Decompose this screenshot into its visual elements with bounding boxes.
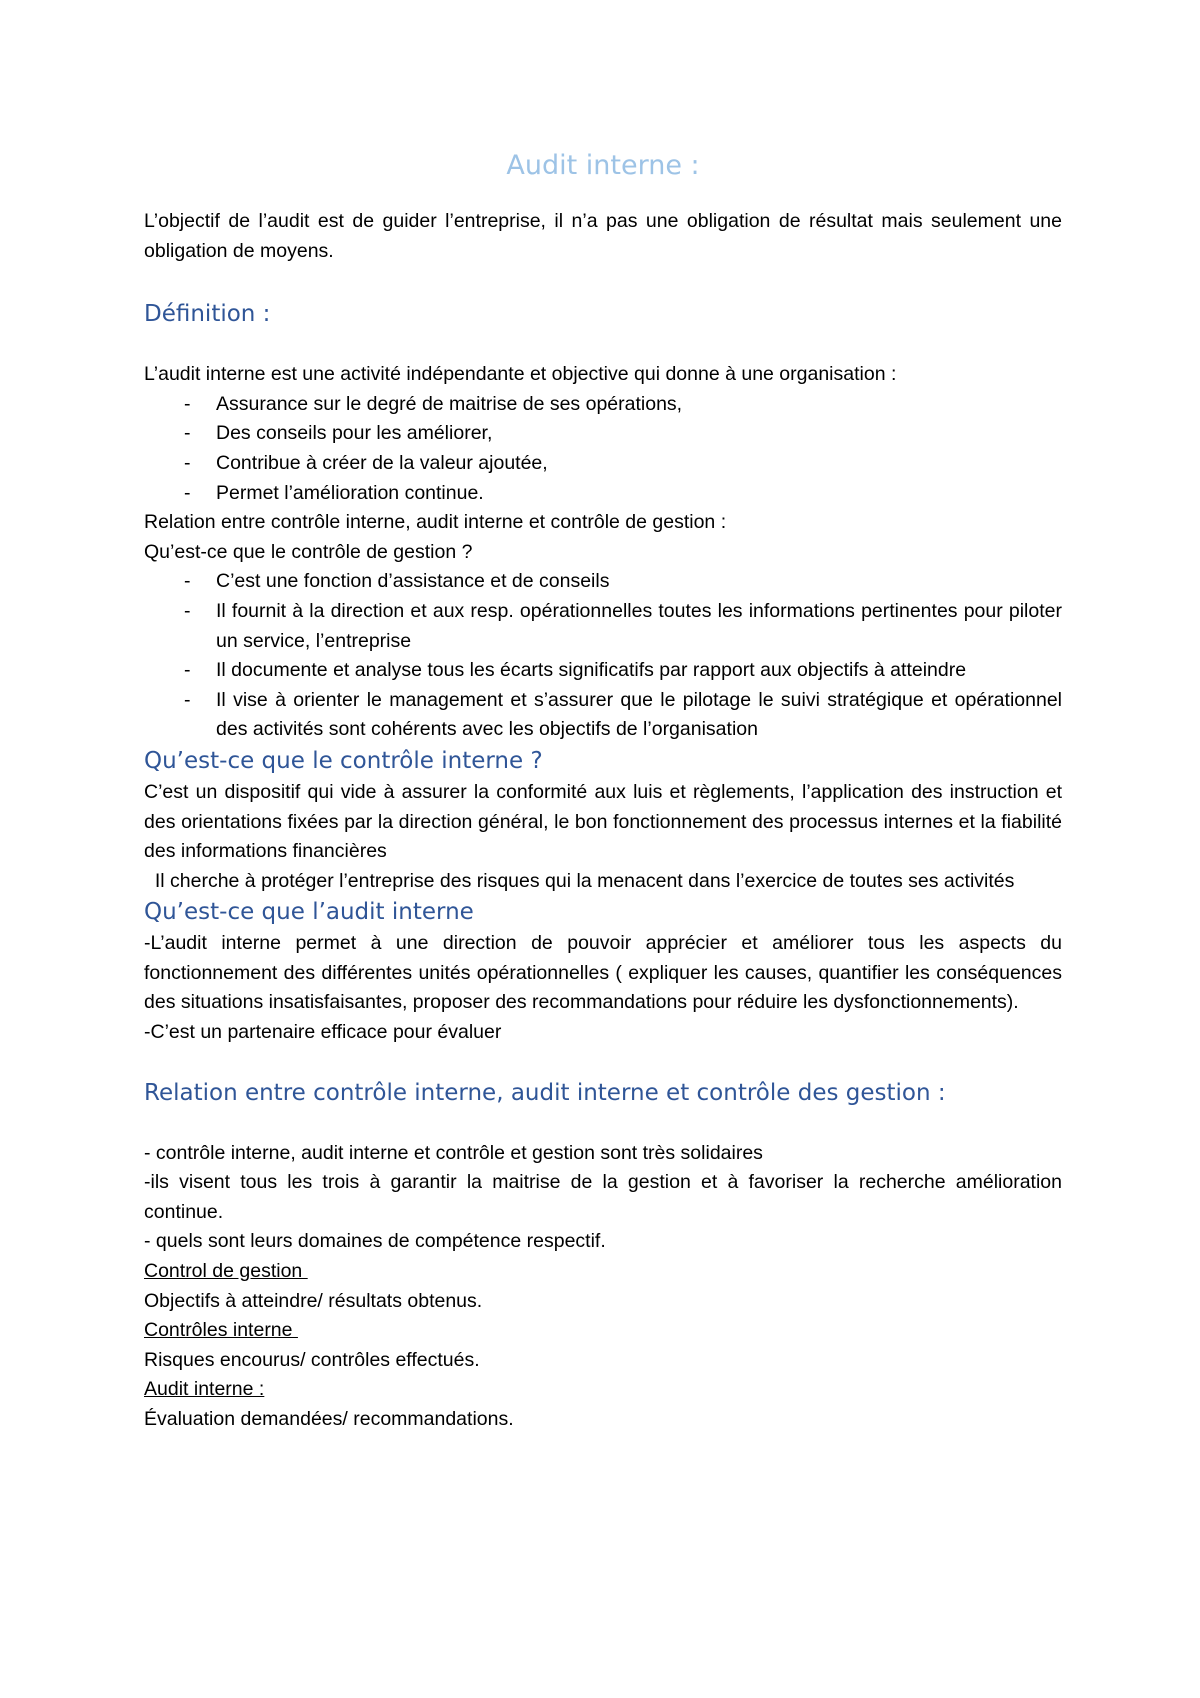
list-item: - Contribue à créer de la valeur ajoutée,	[144, 449, 1062, 479]
list-item: - Assurance sur le degré de maitrise de ses opérations,	[144, 390, 1062, 420]
audit-interne-label: Audit interne :	[144, 1378, 265, 1401]
definition-list	[144, 390, 1062, 508]
controles-interne-label: Contrôles interne	[144, 1319, 298, 1342]
list-item: - Il documente et analyse tous les écarts significatifs par rapport aux objectifs à atteindre	[144, 656, 1062, 686]
audit-interne-text: Évaluation demandées/ recommandations.	[144, 1408, 514, 1430]
controle-gestion-list	[144, 567, 1062, 745]
document-title: Audit interne :	[506, 150, 700, 181]
controle-interne-paragraph-2: Il cherche à protéger l’entreprise des risques qui la menacent dans l’exercice de toutes ses activités	[144, 869, 1015, 892]
audit-interne-heading: Qu’est-ce que l’audit interne	[144, 899, 474, 926]
audit-interne-paragraph-1: -L’audit interne permet à une direction de pouvoir apprécier et améliorer tous les aspects du fonctionnement des différentes unités opérationnelles ( expliquer les causes, quantifier les conséquences des situations insatisfaisantes, proposer des recommandations pour réduire les dysfonctionnements).	[144, 932, 1062, 1014]
document-body	[144, 146, 1062, 1435]
list-item: - C’est une fonction d’assistance et de conseils	[144, 567, 1062, 597]
relation-line-1: - contrôle interne, audit interne et contrôle et gestion sont très solidaires	[144, 1141, 763, 1164]
controle-interne-heading: Qu’est-ce que le contrôle interne ?	[144, 747, 543, 774]
audit-interne-paragraph-2: -C’est un partenaire efficace pour évaluer	[144, 1021, 502, 1044]
controle-gestion-question: Qu’est-ce que le contrôle de gestion ?	[144, 540, 473, 563]
list-item: - Des conseils pour les améliorer,	[144, 419, 1062, 449]
intro-paragraph: L’objectif de l’audit est de guider l’entreprise, il n’a pas une obligation de résultat mais seulement une obligation de moyens.	[144, 210, 1062, 262]
definition-lead: L’audit interne est une activité indépendante et objective qui donne à une organisation :	[144, 363, 897, 386]
controles-interne-text: Risques encourus/ contrôles effectués.	[144, 1348, 480, 1371]
relation-line-2: -ils visent tous les trois à garantir la maitrise de la gestion et à favoriser la recherche amélioration continue.	[144, 1171, 1062, 1223]
list-item: - Il vise à orienter le management et s’assurer que le pilotage le suivi stratégique et opérationnel des activités sont cohérents avec les objectifs de l’organisation	[144, 686, 1062, 745]
relation-line: Relation entre contrôle interne, audit interne et contrôle de gestion :	[144, 511, 727, 534]
list-item: - Permet l’amélioration continue.	[144, 479, 1062, 509]
controle-gestion-label: Control de gestion	[144, 1260, 308, 1283]
list-item: - Il fournit à la direction et aux resp. opérationnelles toutes les informations pertinentes pour piloter un service, l’entreprise	[144, 597, 1062, 656]
controle-interne-paragraph-1: C’est un dispositif qui vide à assurer la conformité aux luis et règlements, l’application des instruction et des orientations fixées par la direction général, le bon fonctionnement des processus internes et la fiabilité des informations financières	[144, 780, 1062, 863]
relation-line-3: - quels sont leurs domaines de compétence respectif.	[144, 1230, 606, 1253]
definition-heading: Définition :	[144, 301, 271, 328]
relation-heading: Relation entre contrôle interne, audit interne et contrôle des gestion :	[144, 1079, 946, 1106]
controle-gestion-text: Objectifs à atteindre/ résultats obtenus.	[144, 1289, 483, 1312]
